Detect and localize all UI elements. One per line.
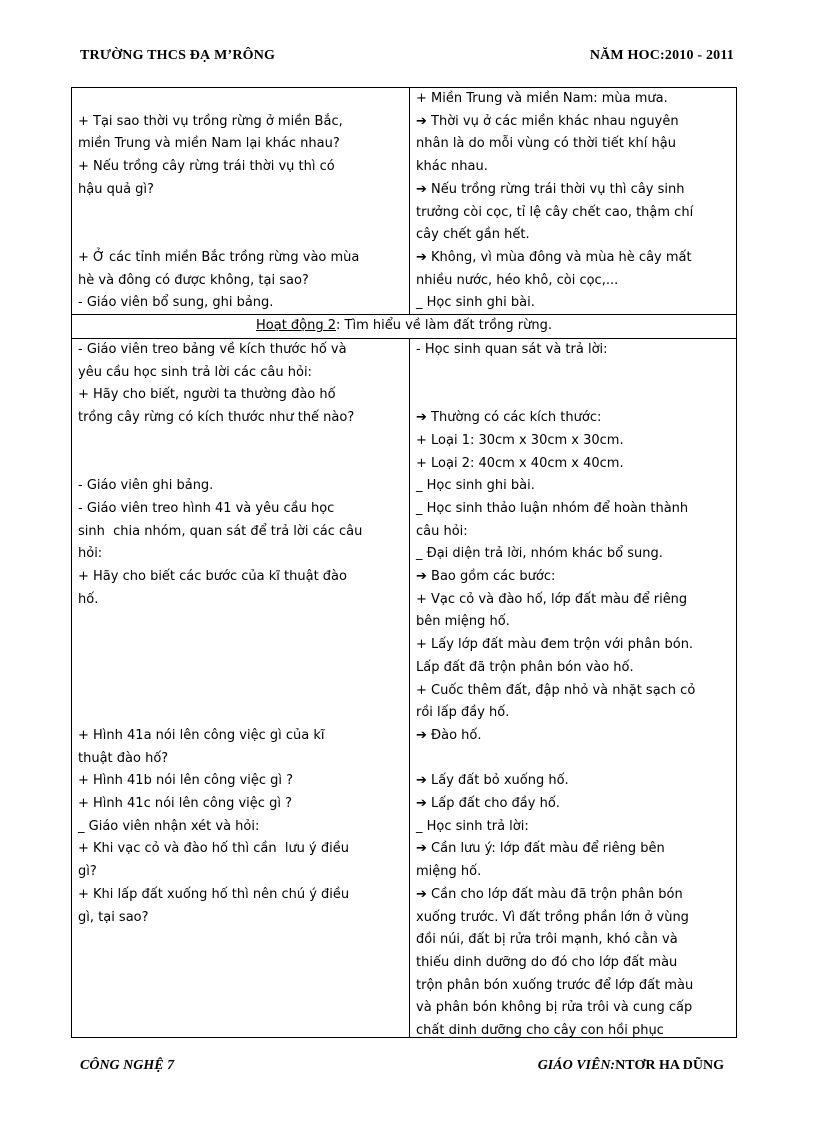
- teacher-label: GIÁO VIÊN:: [537, 1058, 616, 1073]
- student-column-section-2: - Học sinh quan sát và trả lời: ➔ Thường có các kích thước: + Loại 1: 30cm x 30cm x 30cm. + Loại 2: 40cm x 40cm x 40cm. _ Học sinh ghi bài. _ Học sinh thảo luận nhóm để hoàn thành câu hỏi: _ Đại diện trả lời, nhóm khác bổ sung. ➔ Bao gồm các bước: + Vạc cỏ và đào hố, lớp đất màu để riêng bên miệng hố. + Lấy lớp đất màu đem trộn với phân bón. Lấp đất đã trộn phân bón vào hố. + Cuốc thêm đất, đập nhỏ và nhặt sạch cỏ rồi lấp đầy hố. ➔ Đào hố. ➔ Lấy đất bỏ xuống hố. ➔ Lấp đất cho đầy hố. _ Học sinh trả lời: ➔ Cần lưu ý: lớp đất màu để riêng bên miệng hố. ➔ Cần cho lớp đất màu đã trộn phân bón xuống trước. Vì đất trồng phần lớn ở vùng đồi núi, đất bị rửa trôi mạnh, khó cằn và thiếu dinh dưỡng do đó cho lớp đất màu trộn phân bón xuống trước để lớp đất màu và phân bón không bị rửa trôi và cung cấp chất dinh dưỡng cho cây con hồi phục: [416, 342, 696, 1039]
- column-divider-bottom: [409, 338, 410, 1038]
- activity-2-label: Hoạt động 2: [256, 318, 337, 333]
- page-footer: [80, 1058, 724, 1080]
- activity-2-title: : Tìm hiểu về làm đất trồng rừng.: [336, 318, 552, 333]
- teacher-column-section-2: - Giáo viên treo bảng về kích thước hố và yêu cầu học sinh trả lời các câu hỏi: + Hãy cho biết, người ta thường đào hố trồng cây rừng có kích thước như thế nào? - Giáo viên ghi bảng. - Giáo viên treo hình 41 và yêu cầu học sinh chia nhóm, quan sát để trả lời các câu hỏi: + Hãy cho biết các bước của kĩ thuật đào hố. + Hình 41a nói lên công việc gì của kĩ thuật đào hố? + Hình 41b nói lên công việc gì ? + Hình 41c nói lên công việc gì ? _ Giáo viên nhận xét và hỏi: + Khi vạc cỏ và đào hố thì cần lưu ý điều gì? + Khi lấp đất xuống hố thì nên chú ý điều gì, tại sao?: [78, 342, 363, 925]
- teacher-name: NTƠR HA DŨNG: [615, 1058, 724, 1073]
- school-year: NĂM HOC:2010 - 2011: [589, 48, 734, 63]
- column-divider-top: [409, 88, 410, 314]
- lesson-table: [71, 87, 737, 1038]
- page-header: [80, 48, 734, 70]
- school-name: TRƯỜNG THCS ĐẠ M’RÔNG: [80, 48, 276, 63]
- teacher-info: [538, 1058, 724, 1074]
- activity-2-heading: [72, 315, 736, 337]
- student-column-section-1: + Miền Trung và miền Nam: mùa mưa. ➔ Thời vụ ở các miền khác nhau nguyên nhân là do mỗi vùng có thời tiết khí hậu khác nhau. ➔ Nếu trồng rừng trái thời vụ thì cây sinh trưởng còi cọc, tỉ lệ cây chết cao, thậm chí cây chết gần hết. ➔ Không, vì mùa đông và mùa hè cây mất nhiều nước, héo khô, còi cọc,... _ Học sinh ghi bài.: [416, 91, 694, 311]
- teacher-column-section-1: + Tại sao thời vụ trồng rừng ở miền Bắc, miền Trung và miền Nam lại khác nhau? + Nếu trồng cây rừng trái thời vụ thì có hậu quả gì? + Ở các tỉnh miền Bắc trồng rừng vào mùa hè và đông có được không, tại sao? - Giáo viên bổ sung, ghi bảng.: [78, 113, 360, 311]
- subject-name: CÔNG NGHỆ 7: [80, 1058, 175, 1073]
